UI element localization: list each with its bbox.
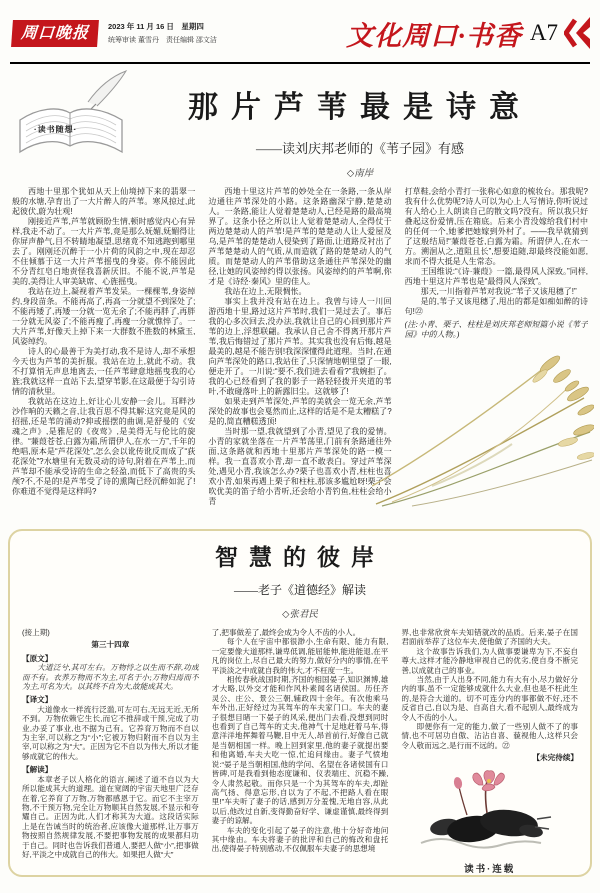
body-paragraph: (注:小青、栗子、柱柱是刘庆邦老师短篇小说《苇子园》中的人物。) <box>404 320 588 339</box>
body-paragraph: 大道泛兮,其可左右。万物恃之以生而不辞,功成而不有。衣养万物而不为主,可名于小;万物归焉而不为主,可名为大。以其终不自为大,故能成其大。 <box>22 663 199 692</box>
body-paragraph: (接上期) <box>22 628 50 637</box>
body-paragraph: 如果走到芦苇深处,芦苇的美就会一览无余,芦苇深处的故事也会戛然而止,这样的话是不是太糟糕了?是的,简直糟糕透顶! <box>208 397 392 426</box>
body-paragraph: 西地十里这片芦苇的妙处全在一条路,一条从岸边通往芦苇深处的小路。这条路幽深宁静,楚楚动人。一条路,能让人觉着楚楚动人,已经是路的最高境界了。这条小径之所以让人觉着楚楚动人,全得仗于两边楚楚动人的芦苇!是芦苇的楚楚动人让人爱屋及乌,是芦苇的楚楚动人侵染到了路面,让道路反衬出了芦苇楚楚动人的气质,从而造就了路的楚楚动人的气质。而楚楚动人的芦苇借助这条通往芦苇深处的幽径,让她的风姿绰约得以张扬。风姿绰约的芦苇啊,你才是《诗经·秦风》里的佳人。 <box>208 187 392 286</box>
body-paragraph: 第三十四章 <box>91 640 130 650</box>
body-paragraph: 我站在边上,无限惆怅。 <box>224 287 307 296</box>
section-title: 文化周口·书香 <box>346 20 522 51</box>
article2-column-2 <box>212 628 389 878</box>
article1-subtitle: ——读刘庆邦老师的《苇子园》有感 <box>255 141 464 156</box>
body-paragraph: 界,也非常欣赏车夫知错就改的品质。后来,晏子在国君面前举荐了这位车夫,使他做了齐国的大夫。 <box>401 628 579 647</box>
article-reeds-essay <box>0 64 600 519</box>
body-paragraph: 【原文】 <box>22 653 53 663</box>
date-line: 2023 年 11 月 16 日 星期四 <box>108 21 204 31</box>
body-paragraph: 【未完待续】 <box>532 753 579 763</box>
article2-author: ◇张君民 <box>282 610 318 620</box>
body-paragraph: 我就站在这边上,好让心儿安静一会儿。耳畔沙沙作响的天籁之音,让我百思不得其解:这究竟是风的招摇,还是苇的涌动?抑或摇摆的曲调,是舒曼的《安魂之声》,是雅尼的《夜莺》,是美得无与伦比的旋律。“蒹葭苍苍,白露为霜,所谓伊人,在水一方”,千年的绝唱,原本是“芦花深处”,怎么会以讹传讹反而成了“荻花深处”?水塘里有无数灵动的诗句,附着在芦苇上,而芦苇却不能承受诗的生命之轻盈,而低下了高贵的头颅?不,不是的!是芦苇受了诗的熏陶已经沉醉如泥了!你难道不觉得是这样吗? <box>12 397 196 496</box>
double-chevron-icon <box>564 17 590 49</box>
article2-column-1 <box>22 628 199 878</box>
book-quill-illustration <box>12 68 132 176</box>
body-paragraph: 事实上我并没有站在边上。我曾与诗人一川回游西地十里,路过这片芦苇时,我们一晃过去了。事后我的心多次回去,没办法,我就让自己的心回到那片芦苇的边上,浮想联翩。我承认自己舍不得离开那片芦苇,我后悔错过了那片芦苇。其实我也没有后悔,越是最美的,越是不能告别!我深深懂得此道理。当时,在通向芦苇深处的路口,我站住了,只深情地朝里望了一眼,便走开了。一川说:“要不,我们进去看看?”我婉拒了。我的心已经看到了我的影子一路轻轻拨开夹道的苇叶,不敢碰落叶上的新露旧尘。这就够了! <box>208 297 392 396</box>
page-number: A7 <box>529 20 558 45</box>
body-paragraph: 【解读】 <box>22 765 53 775</box>
kicker-label: ·读书随想· <box>34 125 78 134</box>
body-paragraph: 是的,苇子又该甩穗了,甩出的都是如痴如醉的诗句!㉒ <box>404 297 588 316</box>
article1-column-1 <box>12 187 195 519</box>
article1-column-3 <box>405 187 588 519</box>
body-paragraph: 【译文】 <box>22 695 53 705</box>
body-paragraph: 打草鞋,会给小青打一张称心如意的梳妆台。那我呢?我有什么优势呢?诗人可以为心上人写情诗,你听说过有人给心上人朗读自己的散文吗?没有。所以我只好叠起这份爱情,压在箱底。后来小青没嫁给我们村中的任何一个,她爹把她嫁到外村了。——我早就猜到了这般结局!“蒹葭苍苍,白露为霜。所谓伊人,在水一方。溯洄从之,道阻且长”,想要追随,却最终没能如愿,求而不得大抵是人生常态。 <box>404 187 588 266</box>
body-paragraph: 这个故事告诉我们,为人做事要谦卑为下,不妄自尊大,这样才能冷静地审视自己的优劣,使自身不断完善,以成就自己的事业。 <box>401 646 579 675</box>
body-paragraph: 了,把事做差了,最终会成为令人不齿的小人。 <box>211 628 361 637</box>
article1-author: ◇南岸 <box>346 169 374 179</box>
masthead <box>0 0 600 60</box>
body-paragraph: 我站在边上,凝视着芦苇发呆。一棵棵苇,身姿绰约,身段苗条。不能再高了,再高一分就望不到深处了;不能再矮了,再矮一分就一览无余了;不能再胖了,再胖一分就无风姿了;不能再瘦了,再瘦一分就憔悴了。一大片芦苇,好像天上掉下来一大群数不胜数的林黛玉,风姿绰约。 <box>12 287 196 346</box>
body-paragraph: 王国维说:“《诗·蒹葭》一篇,最得风人深致。”同样,西地十里这片芦苇也是“最得风人深致”。 <box>404 267 588 286</box>
article1-column-2 <box>208 187 391 519</box>
serial-caption: 读书·连载 <box>464 864 516 876</box>
body-paragraph: 刚接近芦苇,芦苇就顾盼生情,顿时感觉内心有异样,我走不动了。一大片芦苇,竟是那么妩媚,妩媚得让你屏声静气,目不转睛地凝望,思绪竟不知逃跑到哪里去了。刚刚还沉醉于一小片荷的风韵之中,现在却忍不住倾慕于这一大片芦苇摇曳的身姿。你不能因此不分青红皂白地责怪我喜新厌旧。不能不说,芦苇是美的,美得让人审美缺席、心旌摇曳。 <box>12 217 196 286</box>
article2-column-3 <box>401 628 578 878</box>
article2-title: 智慧的彼岸 <box>215 544 385 570</box>
body-paragraph: 即便你有一定的能力,做了一些别人做不了的事情,也不可居功自傲、沾沾自喜、藐视他人,这样只会令人敬而远之,是行而不远的。㉒ <box>401 722 579 750</box>
masthead-dates <box>108 21 217 46</box>
body-paragraph: 车夫的变化引起了晏子的注意,他十分好奇地问其中缘由。车夫将妻子的批评和自己的悔改和盘托出,使得晏子特别感动,不仅佩服车夫妻子的思想境 <box>211 825 389 854</box>
credits-line: 统筹审读 董雪丹 责任编辑 邵文洁 <box>108 36 217 44</box>
newspaper-logo: 周口晚报 <box>11 20 99 47</box>
lotus-ink-painting <box>401 769 578 875</box>
body-paragraph: 诗人的心最善于为美打动,我不是诗人,却不承想今天也为芦苇的美折服。我站在边上,就此不动。我不打算悄无声息地离去,一任芦苇肆意地摇曳我的心旌;我就这样一直站下去,望穿苇影,在这最便于勾引诗情的清秋里。 <box>12 347 196 396</box>
body-paragraph: 当时那一望,我就望到了小青,望见了我的爱情。小青的家就坐落在一片芦苇荡里,门前有条路通往外面,这条路就和西地十里那片芦苇深处的路一模一样。我一直喜欢小青,却一直不敢表白。穿过芦苇深处,遇见小青,我该怎么办?栗子也喜欢小青,柱柱也喜欢小青,如果再遇上栗子和柱柱,那该多尴尬呀!栗子会吹优美的笛子给小青听,还会给小青钓鱼,柱柱会给小青 <box>208 427 392 506</box>
article-daodejing-serial <box>8 529 592 877</box>
body-paragraph: 西地十里那个犹如从天上仙境掉下来的翡翠一般的水塘,孕育出了一大片醉人的芦苇。寒风掠过,此起彼伏,蔚为壮观! <box>12 187 196 216</box>
body-paragraph: 大道像水一样流行泛滥,可左可右,无远无近,无所不到。万物依赖它生长,而它不推辞或干预,完成了功业,办妥了事业,也不据为己有。它养育万物而不自以为主宰,可以称之为“小”;它被万物归附而不自以为主宰,可以称之为“大”。正因为它不自以为伟大,所以才能够成就它的伟大。 <box>22 704 199 761</box>
body-paragraph: 相传春秋战国时期,齐国的相国晏子,知识渊博,雄才大略,以外交才能和作风朴素闻名诸侯国。历任齐灵公、庄公、景公三朝,辅政四十余年。有次他乘马车外出,正好经过为其驾车的车夫家门口。车夫的妻子很想目睹一下晏子的风采,便出门去看,没想到同时也看到了自己驾车的丈夫,他神气十足地赶着马车,得意洋洋地挥舞着马鞭,目中无人,昂首前行,好像自己就是当朝相国一样。晚上回到家里,他的妻子就提出要和他离婚,车夫大吃一惊,忙追问缘由。妻子气愤地说:“晏子是当朝相国,他的学问、名望在各诸侯国有口皆碑,可是我看到他态度谦和、仪表端庄、沉稳不躁,令人肃然起敬。而你只是一个为其驾车的车夫,却趾高气扬、得意忘形,自以为了不起,不把路人看在眼里!”车夫听了妻子的话,感到万分羞愧,无地自容,从此以后,他改过自新,变得勤奋好学、谦虚谨慎,最终得到妻子的谅解。 <box>211 675 389 826</box>
article2-subtitle: ——老子《道德经》解读 <box>233 583 366 597</box>
body-paragraph: 每个人在宇宙中都很渺小,生命有限、能力有限,一定要像大道那样,谦卑低调,能屈能伸,能进能退,在平凡的岗位上,尽自己最大的努力,做好分内的事情,在平平淡淡之中成就自我的伟大,才不枉度一生。 <box>211 637 389 675</box>
article1-title: 那片芦苇最是诗意 <box>188 91 532 124</box>
body-paragraph: 那天,一川指着芦苇对我说:“苇子又该甩穗了!” <box>420 287 577 296</box>
body-paragraph: 本章老子以人格化的语言,阐述了道不自以为大所以能成其大的道理。道在宽阔的宇宙天地里广泛存在着,它养育了万物,万物都感恩于它。而它不主宰万物,不干预万物,完全让万物顺其自然发展,不显示和夸耀自己。正因为此,人们才称其为大道。这段话实际上是在告诫当时的统治者,应该像大道那样,让万事万物按照自然规律发展,不要把事物发展的成果都归功于自己。同时也告诉我们普通人,要把人做“小”,把事做好,平淡之中成就自己的伟大。如果把人做“大” <box>22 774 199 859</box>
body-paragraph: 当然,由于人出身不同,能力有大有小,尽力做好分内的事,虽不一定能够成就什么大业,但也是不枉此生的,是符合大道的。切不可连分内的事都做不好,还不反省自己,自以为是、自高自大,看不起别人,最终成为令人不齿的小人。 <box>401 675 579 722</box>
